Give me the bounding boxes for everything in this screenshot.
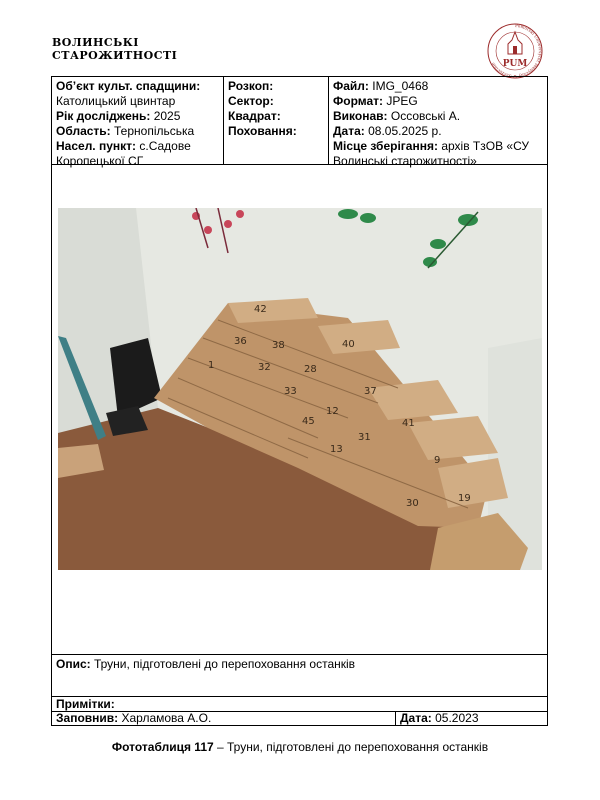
excavation-label: Розкоп: xyxy=(228,79,274,93)
object-value: Католицький цвинтар xyxy=(56,94,176,108)
region-label: Область: xyxy=(56,124,111,138)
seal-ring-text: Pomorski Uniwersytet Medyczny w Szczecinie xyxy=(491,23,542,79)
filled-by-value: Харламова А.О. xyxy=(121,711,212,725)
volhynian-antiquities-logo xyxy=(52,36,178,66)
format-value: JPEG xyxy=(386,94,418,108)
coffin-number: 38 xyxy=(272,340,285,351)
photo-table-caption xyxy=(0,740,600,754)
header-column-file xyxy=(329,77,547,168)
notes-row xyxy=(52,696,547,711)
coffin-number: 36 xyxy=(234,336,247,347)
coffin-number: 1 xyxy=(208,360,215,371)
description-label: Опис: xyxy=(56,657,91,671)
settlement-value: с.Садове Коропецької СГ xyxy=(56,139,191,168)
logo-line-2: СТАРОЖИТНОСТІ xyxy=(52,49,178,62)
caption-number: Фототаблиця 117 xyxy=(111,740,214,754)
filled-date-label: Дата: xyxy=(400,711,432,725)
sector-label: Сектор: xyxy=(228,94,274,108)
record-header xyxy=(52,77,547,168)
year-value: 2025 xyxy=(153,109,181,123)
coffin-number: 45 xyxy=(302,416,315,427)
date-label: Дата: xyxy=(333,124,365,138)
author-value: Оссовські А. xyxy=(390,109,461,123)
coffin-number: 19 xyxy=(458,493,471,504)
coffin-number: 41 xyxy=(402,418,415,429)
coffin-number: 40 xyxy=(342,339,355,350)
date-value: 08.05.2025 р. xyxy=(368,124,442,138)
filled-by-label: Заповнив: xyxy=(56,711,119,725)
notes-label: Примітки: xyxy=(56,697,115,711)
coffin-number: 31 xyxy=(358,432,371,443)
file-value: IMG_0468 xyxy=(372,79,429,93)
filled-date-value: 05.2023 xyxy=(435,711,479,725)
coffin-number: 13 xyxy=(330,444,343,455)
coffin-number: 32 xyxy=(258,362,271,373)
square-label: Квадрат: xyxy=(228,109,281,123)
pum-university-seal xyxy=(486,22,544,80)
coffin-number: 12 xyxy=(326,406,339,417)
filled-by-cell xyxy=(52,712,396,725)
header-column-location xyxy=(224,77,329,164)
coffin-number: 42 xyxy=(254,304,267,315)
coffins-photo xyxy=(58,208,542,570)
description-value: Труни, підготовлені до перепоховання останків xyxy=(93,657,356,671)
coffin-number: 30 xyxy=(406,498,419,509)
coffin-number: 28 xyxy=(304,364,317,375)
photo-record-sheet xyxy=(51,76,548,726)
storage-value: архів ТзОВ «СУ Волинські старожитності» xyxy=(333,139,529,168)
logo-line-1: ВОЛИНСЬКІ xyxy=(52,36,139,49)
coffin-number: 37 xyxy=(364,386,377,397)
object-label: Об’єкт культ. спадщини: xyxy=(56,79,201,93)
storage-label: Місце зберігання: xyxy=(333,139,438,153)
header-column-object xyxy=(52,77,224,168)
file-label: Файл: xyxy=(333,79,369,93)
caption-text: – Труни, підготовлені до перепоховання останків xyxy=(213,740,489,754)
description-row xyxy=(52,654,547,696)
filled-date-cell xyxy=(396,712,547,725)
author-label: Виконав: xyxy=(333,109,388,123)
burial-label: Поховання: xyxy=(228,124,297,138)
filled-by-row xyxy=(52,711,547,725)
format-label: Формат: xyxy=(333,94,384,108)
coffin-number: 33 xyxy=(284,386,297,397)
year-label: Рік досліджень: xyxy=(56,109,151,123)
settlement-label: Насел. пункт: xyxy=(56,139,137,153)
seal-letters: PUM xyxy=(502,59,528,69)
coffin-number: 9 xyxy=(434,455,441,466)
region-value: Тернопільська xyxy=(114,124,195,138)
